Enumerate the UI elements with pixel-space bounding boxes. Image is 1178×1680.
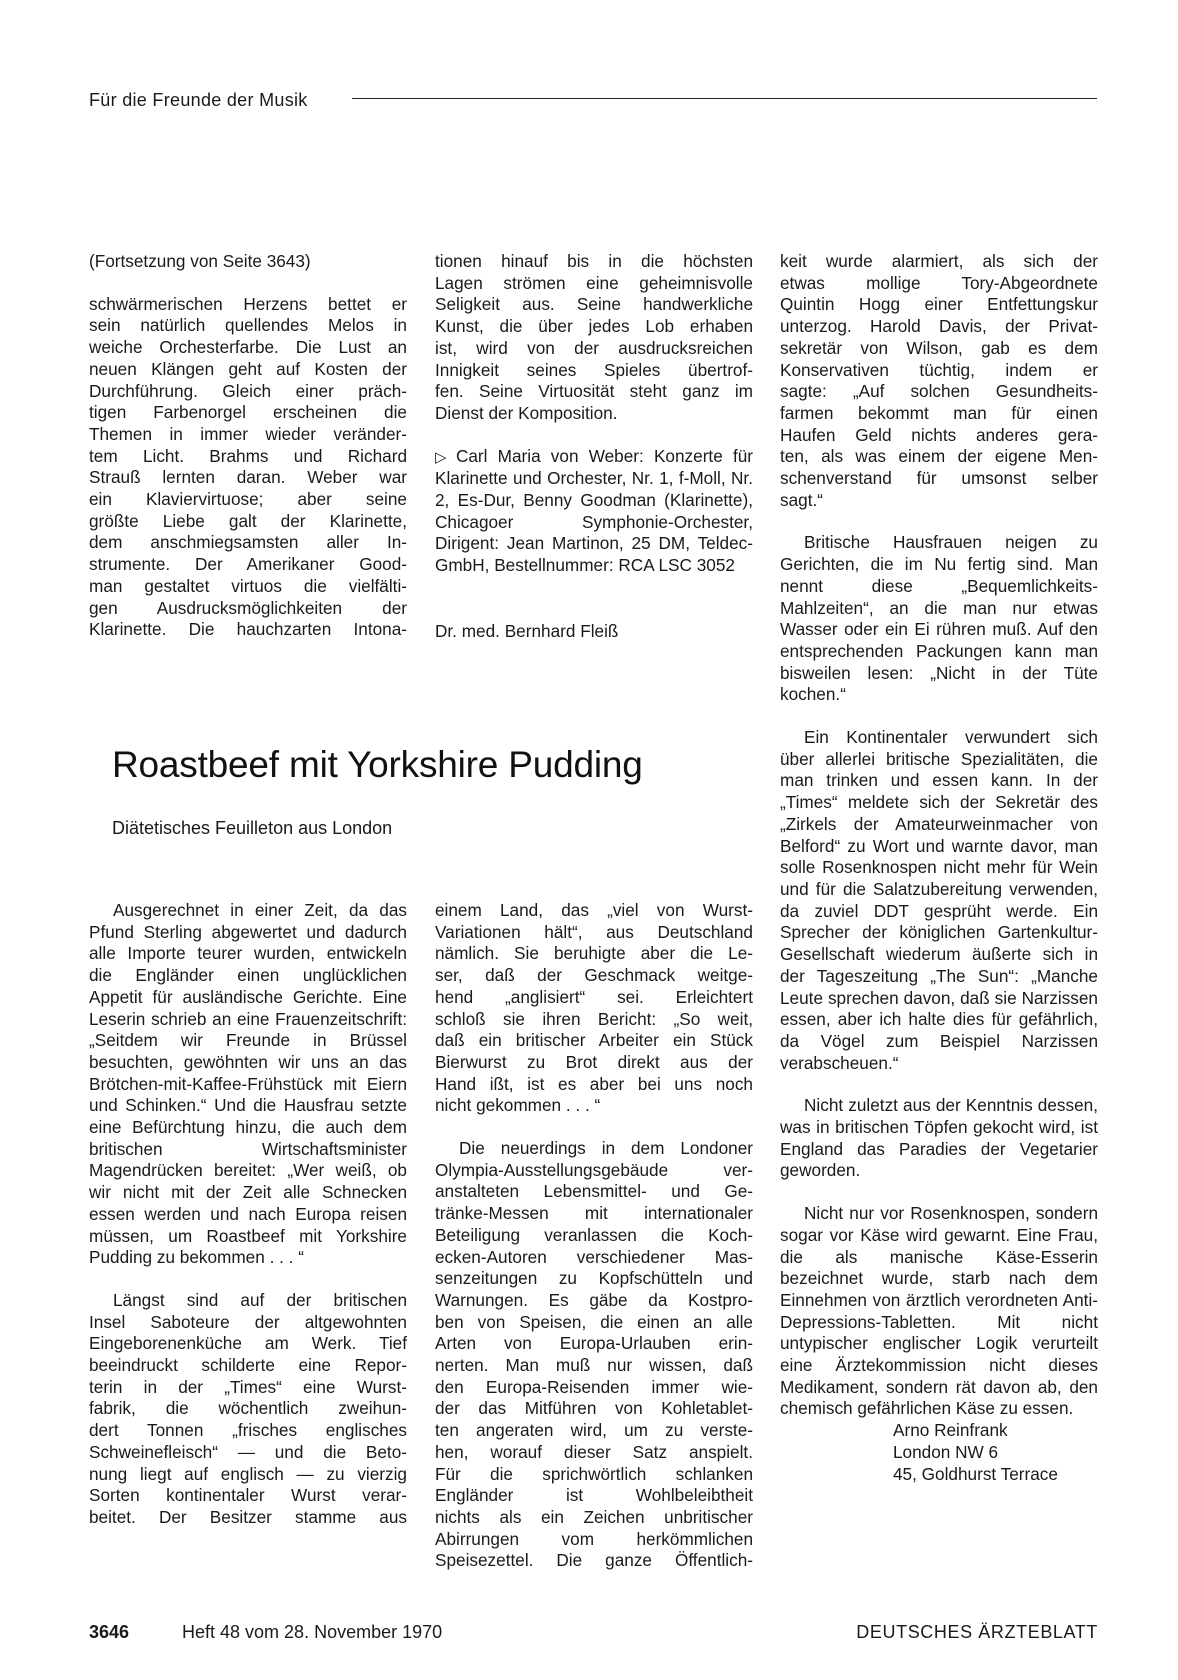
paragraph-specialties: Ein Kontinentaler verwundert sich über allerlei britische Spezialitäten, die man trinken und essen kann. In der „Times“ meldete sich der Sekretär des „Zirkels der Amateurweinmacher von Belford“ zu Wort und warnte davor, man solle Rosenknospen nicht mehr für Wein und für die Salatzubereitung verwenden, da zuviel DDT gesprüht werde. Ein Sprecher der königlichen Gartenkultur-Gesellschaft wiederum äußerte sich in der Tageszeitung „The Sun“: „Manche Leute sprechen davon, daß sie Narzissen essen, aber ich halte dies für gefährlich, da Vögel zum Beispiel Narzissen verabscheuen.“	[780, 727, 1098, 1073]
article-column-1	[89, 900, 407, 1529]
header-rule	[352, 98, 1097, 99]
paragraph-cheese: Nicht nur vor Rosenknospen, sondern sogar vor Käse wird gewarnt. Eine Frau, die als manische Käse-Esserin bezeichnet wurde, starb nach dem Einnehmen von ärztlich verordneten Anti-Depressions-Tabletten. Mit nicht untypischer englischer Logik verurteilt eine Ärztekommission nicht dieses Medikament, sondern rät davon ab, den chemisch gefährlichen Käse zu essen.	[780, 1203, 1098, 1419]
music-article-column-2	[435, 251, 753, 643]
record-note-text: Carl Maria von Weber: Konzerte für Klarinette und Orchester, Nr. 1, f-Moll, Nr. 2, Es-Dur, Benny Goodman (Klarinette), Chicagoer Symphonie-Orchester, Dirigent: Jean Martinon, 25 DM, Teldec-GmbH, Bestellnummer: RCA LSC 3052	[435, 445, 753, 576]
author-street: 45, Goldhurst Terrace	[893, 1463, 1058, 1484]
music-article-author: Dr. med. Bernhard Fleiß	[435, 620, 619, 641]
public-alarm-text-continued: keit wurde alarmiert, als sich der etwas mollige Tory-Abgeordnete Quintin Hogg einer Entfettungskur unterzog. Harold Davis, der Privat- sekretär von Wilson, gab es dem Konservativen tüchtig, indem er sagte: „Auf solchen Gesundheits- farmen bekommt man für einen Haufen Geld nichts anderes gera- ten, als was einem der eigene Men- schenverstand für umsonst selber sagt.“	[780, 251, 1098, 510]
triangle-marker-icon: ▷	[435, 448, 452, 466]
article-column-3	[780, 251, 1098, 1485]
page-number: 3646	[89, 1622, 130, 1642]
music-article-text-part-2: tionen hinauf bis in die höchsten Lagen strömen eine geheimnisvolle Seligkeit aus. Seine handwerkliche Kunst, die über jedes Lob erhaben ist, wird von der ausdrucksreichen Innigkeit seines Spieles übertrof- fen. Seine Virtuosität steht ganz im Dienst der Komposition.	[435, 251, 753, 423]
author-city: London NW 6	[893, 1441, 999, 1462]
music-article-column-1	[89, 251, 407, 641]
paragraph-saboteurs-continued: einem Land, das „viel von Wurst- Variationen hält“, aus Deutschland nämlich. Sie beruhigte aber die Le- ser, daß der Geschmack weitge- hend „anglisiert“ sei. Erleichtert schloß sie ihren Bericht: „So weit, daß ein britischer Arbeiter ein Stück Bierwurst zu Brot direkt aus der Hand ißt, ist es aber bei uns noch nicht gekommen . . . “	[435, 900, 753, 1116]
issue-info: Heft 48 vom 28. November 1970	[182, 1622, 443, 1642]
paragraph-saboteurs: Längst sind auf der britischen Insel Saboteure der altgewohnten Eingeborenenküche am Werk. Tief beeindruckt schilderte eine Repor- terin in der „Times“ eine Wurst- fabrik, die wöchentlich zweihun- dert Tonnen „frisches englisches Schweinefleisch“ — und die Beto- nung liegt auf englisch — zu vierzig Sorten kontinentaler Wurst verar- beitet. Der Besitzer stamme aus	[89, 1289, 407, 1527]
paragraph-opening: Ausgerechnet in einer Zeit, da das Pfund Sterling abgewertet und dadurch alle Importe teurer wurden, entwickeln die Engländer einen unglücklichen Appetit für ausländische Gerichte. Eine Leserin schrieb an eine Frauenzeitschrift: „Seitdem wir Freunde in Brüssel besuchten, gewöhnten wir uns an das Brötchen-mit-Kaffee-Frühstück mit Eiern und Schinken.“ Und die Hausfrau setzte eine Befürchtung hinzu, die auch dem britischen Wirtschaftsminister Magendrücken bereitet: „Wer weiß, ob wir nicht mit der Zeit alle Schnecken essen werden und nach Europa reisen müssen, um Roastbeef mit Yorkshire Pudding zu bekommen . . . “	[89, 900, 407, 1268]
music-article-text-part-1: schwärmerischen Herzens bettet er sein natürlich quellendes Melos in weiche Orchesterfarbe. Die Lust an neuen Klängen geht auf Kosten der Durchführung. Gleich einer präch- tigen Farbenorgel erscheinen die Themen in immer wieder veränder- tem Licht. Brahms und Richard Strauß lernten daran. Weber war ein Klaviervirtuose; aber seine größte Liebe galt der Klarinette, dem anschmiegsamsten aller In- strumente. Der Amerikaner Good- man gestaltet virtuos die vielfälti- gen Ausdrucksmöglichkeiten der Klarinette. Die hauchzarten Intona-	[89, 293, 407, 640]
paragraph-vegetarians: Nicht zuletzt aus der Kenntnis dessen, was in britischen Töpfen gekocht wird, ist England das Paradies der Vegetarier geworden.	[780, 1095, 1098, 1181]
continued-from-label: (Fortsetzung von Seite 3643)	[89, 251, 311, 271]
paragraph-housewives: Britische Hausfrauen neigen zu Gerichten, die im Nu fertig sind. Man nennt diese „Bequemlichkeits-Mahlzeiten“, an die man nur etwas Wasser oder ein Ei rühren muß. Auf den entsprechenden Packungen kann man bisweilen lesen: „Nicht in der Tüte kochen.“	[780, 532, 1098, 705]
article-subtitle: Diätetisches Feuilleton aus London	[112, 818, 393, 838]
article-title: Roastbeef mit Yorkshire Pudding	[112, 744, 643, 785]
author-name: Arno Reinfrank	[893, 1420, 1008, 1441]
record-note	[435, 446, 753, 577]
article-column-2	[435, 900, 753, 1572]
paragraph-fairs: Die neuerdings in dem Londoner Olympia-Ausstellungsgebäude ver- anstalteten Lebensmittel- und Ge- tränke-Messen mit internationaler Beteiligung veranlassen die Koch- ecken-Autoren verschiedener Mas- senzeitungen zu Kopfschütteln und Warnungen. Es gäbe da Kostpro- ben von Speisen, die einen an alle Arten von Europa-Urlauben erin- nerten. Man muß nur wissen, daß den Europa-Reisenden immer wie- der das Mitführen von Kohletablet- ten angeraten wird, um zu verste- hen, worauf dieser Satz anspielt. Für die sprichwörtlich schlanken Engländer ist Wohlbeleibtheit nichts als ein Zeichen unbritischer Abirrungen vom herkömmlichen Speisezettel. Die ganze Öffentlich-	[435, 1138, 753, 1571]
section-header: Für die Freunde der Musik	[89, 90, 308, 110]
journal-name: DEUTSCHES ÄRZTEBLATT	[856, 1622, 1098, 1642]
